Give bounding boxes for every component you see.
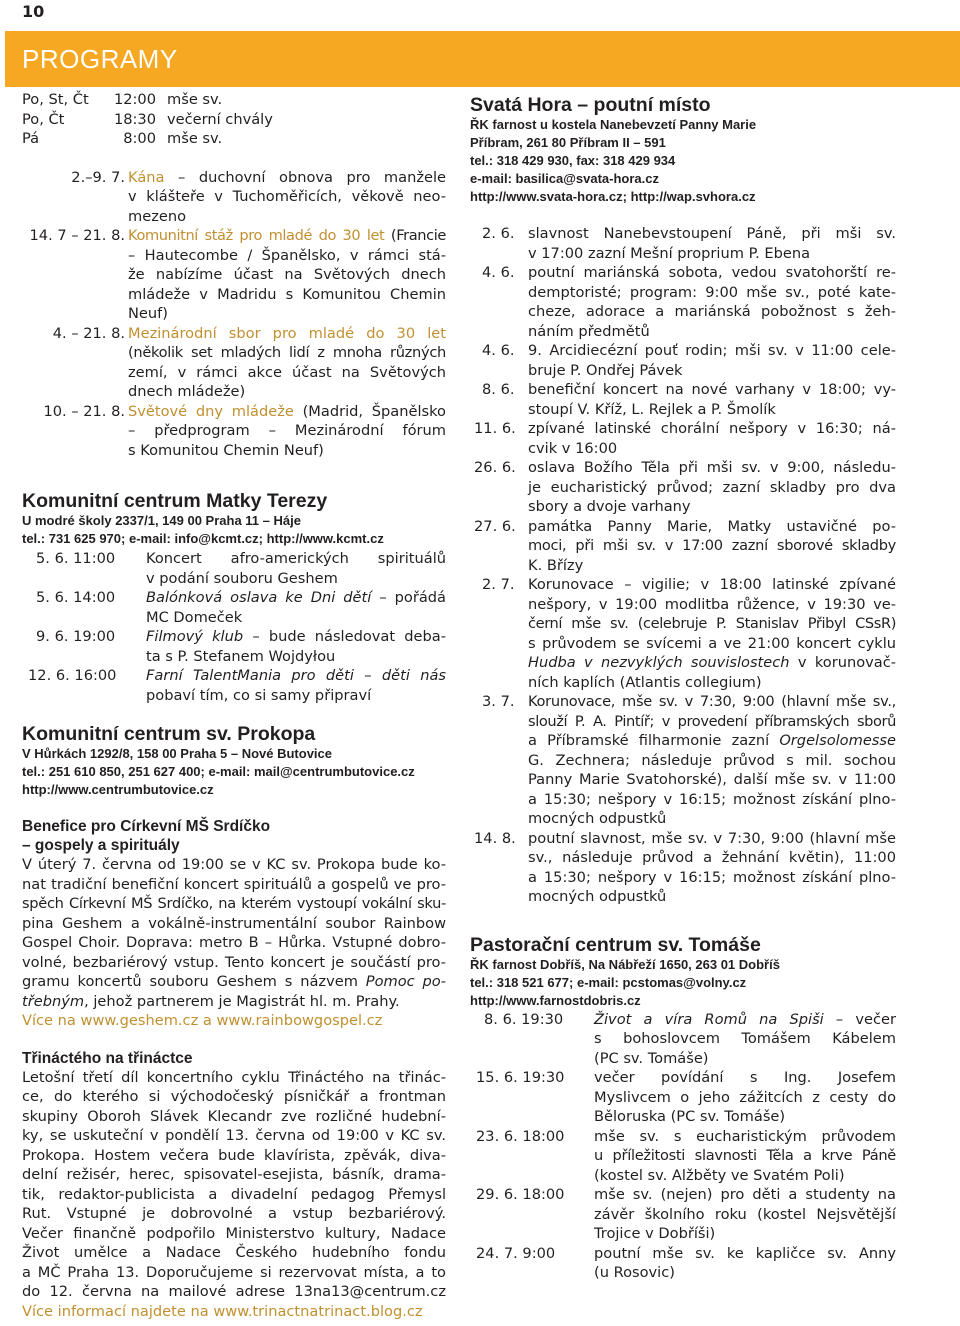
kmt-section (22, 490, 446, 705)
trinacte-section (22, 1049, 446, 1322)
hora-line: tel.: 318 429 930, fax: 318 429 934 (470, 153, 676, 168)
tomas-item: 15. 6. 19:30 večer povídání s Ing. Josefem Myslivcem o jeho zážitcích z cesty do Běloruska (PC sv. Tomáše) (476, 1069, 896, 1125)
tomas-item: 8. 6. 19:30 Život a víra Romů na Spiši – večer s bohoslovcem Tomášem Kábelem (PC sv. Tomáše) (484, 1010, 896, 1067)
trinacte-text: Letošní třetí díl koncertního cyklu Třináctého na třinác- ce, do kterého si východočeský písničkář a frontman skupiny Oboroh Slávek Klecandr zve rozličné hudební- ky, se uskuteční v pondělí 13. června od 19:00 v KC sv. Prokopa. Hostem večera bude klavírista, zpěvák, diva- delní režisér, herec, spisovatel-esejista, básník, drama- tik, redaktor-publicista a divadelní pedagog Přemysl Rut. Vstupné je dobrovolné a vstup bezbariérový. Večer finančně podpořilo Ministerstvo kultury, Nadace Život umělce a Nadace Českého hudebního fondu a MČ Praha 13. Doporučujeme si rezervovat místa, a to do 12. června na mailové adrese 13na13@centrum.cz (22, 1068, 446, 1300)
hora-item: 2. 7. Korunovace – vigilie; v 18:00 latinské zpívané nešpory, v 19:00 modlitba růžence, v 19:30 ve- černí mše sv. (celebruje P. Stanislav Přibyl CSsR) s průvodem se svícemi a ve 21:00 koncert cyklu Hudba v nezvyklých souvislostech v korunovač- ních kaplích (Atlantis collegium) (482, 576, 896, 691)
event-item: 14. 7 – 21. 8. Komunitní stáž pro mladé do 30 let (Francie – Hautecombe / Španělsko, v rámci stá- že nabízíme účast na Světových dnech mládeže v Madridu s Komunitou Chemin Neuf) (29, 227, 446, 322)
hora-section (470, 94, 896, 907)
tomas-web[interactable]: http://www.farnostdobris.cz (470, 992, 641, 1008)
kmt-title: Komunitní centrum Matky Terezy (22, 490, 328, 512)
regular-schedule (22, 90, 446, 149)
regular-row: Po, St, Čt 12:00 mše sv. (22, 91, 223, 108)
hora-line: ŘK farnost u kostela Nanebevzetí Panny Marie (470, 117, 757, 132)
hora-item: 2. 6. slavnost Nanebevstoupení Páně, při mši sv. v 17:00 zazní Mešní proprium P. Ebena (482, 225, 896, 262)
hora-item: 11. 6. zpívané latinské chorální nešpory v 16:30; ná- cvik v 16:00 (474, 420, 896, 457)
hora-email[interactable]: e-mail: basilica@svata-hora.cz (470, 171, 659, 186)
kmt-address: U modré školy 2337/1, 149 00 Praha 11 – Háje (22, 513, 301, 528)
hora-title: Svatá Hora – poutní místo (470, 94, 711, 116)
page-number: 10 (22, 2, 45, 21)
hora-item: 26. 6. oslava Božího Těla při mši sv. v 9:00, následu- je eucharistický průvod; zazní skladby pro dva sbory a dvoje varhany (474, 459, 896, 515)
prokop-web[interactable]: http://www.centrumbutovice.cz (22, 782, 214, 797)
event-list (22, 168, 446, 461)
tomas-section (470, 934, 896, 1283)
hora-item: 4. 6. poutní mariánská sobota, vedou svatohorští re- demptoristé; program: 9:00 mše sv., poté kate- cheze, adorace a mariánská pobožnost s žeh- náním předmětů (482, 264, 896, 340)
prokop-contact[interactable]: tel.: 251 610 850, 251 627 400; e-mail: mail@centrumbutovice.cz (22, 764, 415, 779)
hora-line: Příbram, 261 80 Příbram II – 591 (470, 135, 666, 150)
tomas-list (470, 1010, 896, 1283)
section-banner (5, 31, 960, 87)
hora-list (470, 224, 896, 907)
event-item: 2.–9. 7. Kána – duchovní obnova pro manžele v klášteře v Tuchoměřicích, věkově neo- mezeno (71, 168, 446, 225)
hora-item: 14. 8. poutní slavnost, mše sv. v 7:30, 9:00 (hlavní mše sv., následuje průvod a žehnání květin), 11:00 a 15:30; nešpory v 16:15; možnost získání plno- mocných odpustků (474, 829, 896, 905)
tomas-title: Pastorační centrum sv. Tomáše (470, 933, 761, 956)
benefice-link[interactable]: Více na www.geshem.cz a www.rainbowgospel.cz (22, 1012, 383, 1029)
hora-item: 8. 6. benefiční koncert na nové varhany v 18:00; vy- stoupí V. Kříž, L. Rejlek a P. Šmolík (482, 381, 896, 418)
kmt-item: 9. 6. 19:00 Filmový klub – bude následovat deba- ta s P. Stefanem Wojdyłou (36, 628, 446, 665)
tomas-item: 24. 7. 9:00 poutní mše sv. ke kapličce sv. Anny (u Rosovic) (476, 1244, 896, 1281)
kmt-item: 12. 6. 16:00 Farní TalentMania pro děti – děti nás pobaví tím, co si samy připraví (28, 667, 446, 704)
regular-row: Po, Čt 18:30 večerní chvály (22, 110, 273, 128)
hora-item: 3. 7. Korunovace, mše sv. v 7:30, 9:00 (hlavní mše sv., slouží P. A. Pintíř; v provedení příbramských sborů a Příbramské filharmonie zazní Orgelsolomesse G. Zechnera; následuje průvod s mil. sochou Panny Marie Svatohorské), další mše sv. v 11:00 a 15:30; nešpory v 16:15; možnost získání plno- mocných odpustků (482, 693, 896, 827)
benefice-text: V úterý 7. června od 19:00 se v KC sv. Prokopa bude ko- nat tradiční benefiční koncert spirituálů a gospelů ve pro- spěch Církevní MŠ Srdíčko, na kterém vystoupí vokální sku- pina Geshem a vokálně-instrumentální soubor Rainbow Gospel Choir. Doprava: metro B – Hůrka. Vstupné dobro- volné, bezbariérový vstup. Tento koncert je součástí pro- gramu koncertů souboru Geshem s názvem Pomoc po- třebným, jehož partnerem je Magistrát hl. m. Prahy. (22, 856, 446, 1010)
benefice-subtitle: – gospely a spirituály (22, 837, 180, 854)
right-column (470, 90, 896, 1283)
prokop-section (22, 723, 446, 799)
prokop-address: V Hůrkách 1292/8, 158 00 Praha 5 – Nové Butovice (22, 746, 333, 761)
benefice-section (22, 817, 446, 1031)
left-column (22, 90, 446, 1321)
regular-row: Pá 8:00 mše sv. (22, 130, 223, 147)
section-title: PROGRAMY (22, 44, 178, 74)
tomas-address: ŘK farnost Dobříš, Na Nábřeží 1650, 263 01 Dobříš (470, 956, 780, 972)
tomas-item: 23. 6. 18:00 mše sv. s eucharistickým průvodem u příležitosti slavnosti Těla a krve Páně (kostel sv. Alžběty ve Svatém Poli) (476, 1127, 896, 1184)
event-item: 4. – 21. 8. Mezinárodní sbor pro mladé do 30 let (několik set mladých lidí z mnoha různých zemí, v rámci akce účast na Světových dnech mládeže) (52, 324, 446, 400)
prokop-title: Komunitní centrum sv. Prokopa (22, 723, 316, 745)
trinacte-title: Třináctého na třináctce (22, 1049, 193, 1067)
hora-item: 4. 6. 9. Arcidiecézní pouť rodin; mši sv. v 11:00 cele- bruje P. Ondřej Pávek (482, 342, 896, 379)
hora-web[interactable]: http://www.svata-hora.cz; http://wap.svhora.cz (470, 189, 756, 204)
kmt-contact[interactable]: tel.: 731 625 970; e-mail: info@kcmt.cz; http://www.kcmt.cz (22, 531, 384, 546)
kmt-item: 5. 6. 11:00 Koncert afro-amerických spirituálů v podání souboru Geshem (36, 550, 446, 587)
benefice-title: Benefice pro Církevní MŠ Srdíčko (22, 818, 271, 835)
kmt-item: 5. 6. 14:00 Balónková oslava ke Dni dětí – pořádá MC Domeček (36, 589, 446, 626)
hora-item: 27. 6. památka Panny Marie, Matky ustavičné po- moci, při mši sv. v 17:00 zazní sborové skladby K. Břízy (474, 517, 896, 574)
tomas-contact[interactable]: tel.: 318 521 677; e-mail: pcstomas@volny.cz (470, 974, 747, 990)
tomas-item: 29. 6. 18:00 mše sv. (nejen) pro děti a studenty na závěr školního roku (kostel Nejsvětější Trojice v Dobříši) (476, 1186, 896, 1242)
trinacte-link[interactable]: Více informací najdete na www.trinactnatrinact.blog.cz (22, 1302, 423, 1320)
event-item: 10. – 21. 8. Světové dny mládeže (Madrid, Španělsko – předprogram – Mezinárodní fórum s Komunitou Chemin Neuf) (43, 402, 446, 459)
